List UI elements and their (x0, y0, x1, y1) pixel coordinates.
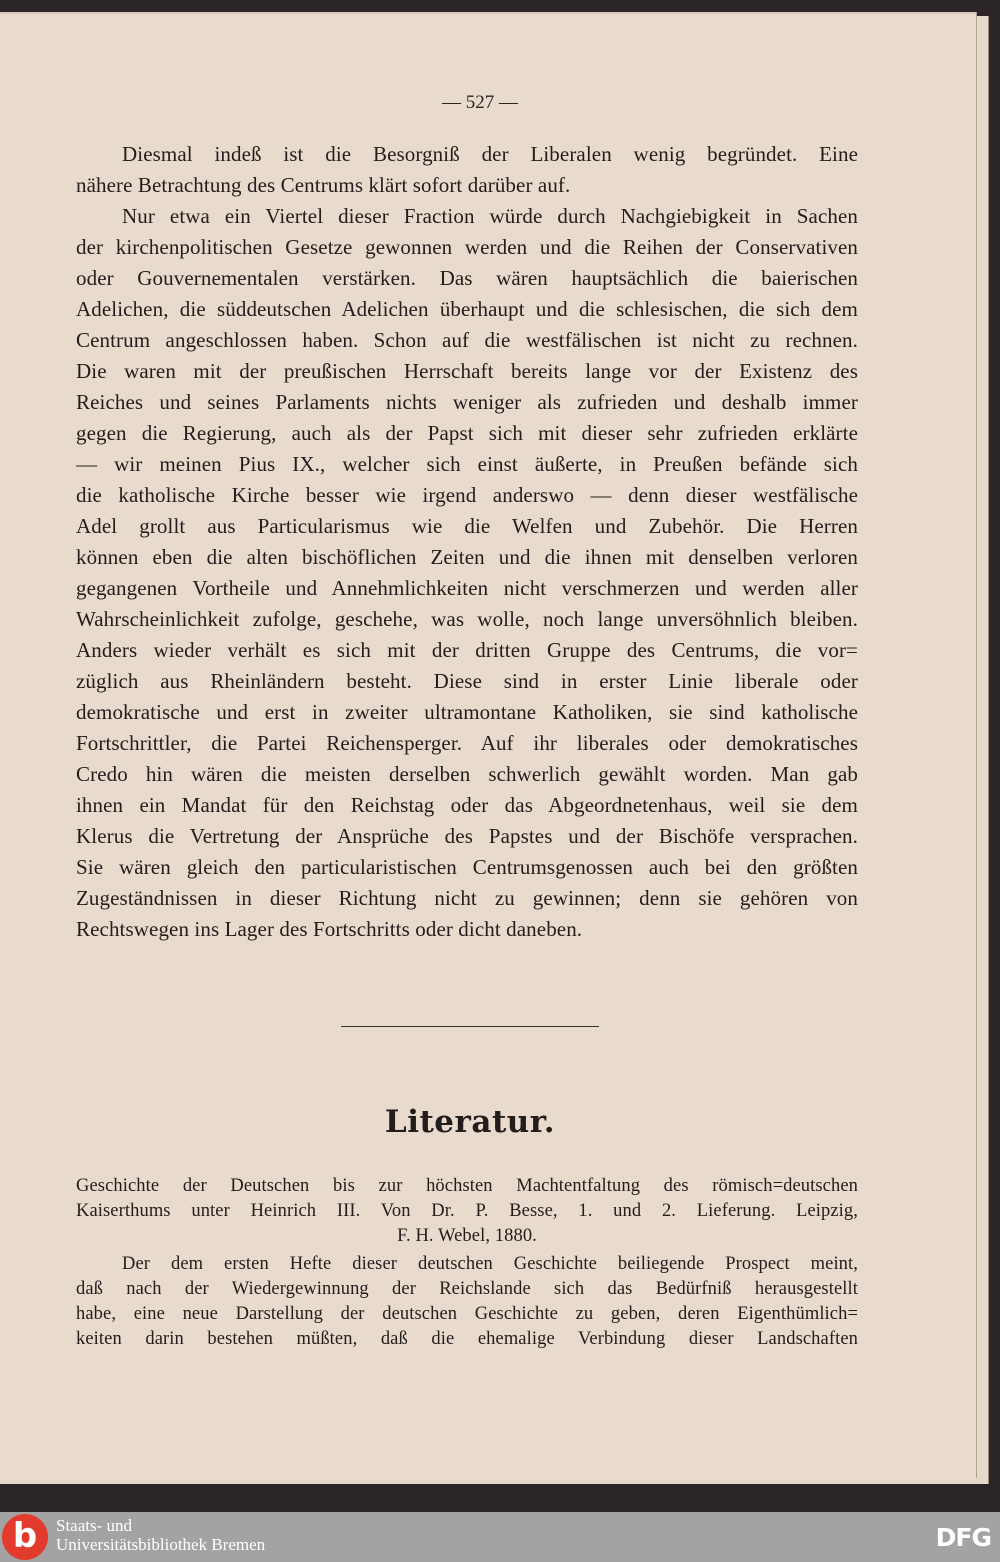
text-line: gegangenen Vortheile und Annehmlichkeiten nicht verschmerzen und werden aller (76, 576, 858, 600)
library-footer-bar (0, 1512, 1000, 1562)
text-line: Adel grollt aus Particularismus wie die Welfen und Zubehör. Die Herren (76, 514, 858, 538)
reference-line: Kaiserthums unter Heinrich III. Von Dr. P. Besse, 1. und 2. Lieferung. Leipzig, (76, 1201, 858, 1221)
library-name-line2: Universitätsbibliothek Bremen (56, 1535, 266, 1554)
text-line: Reiches und seines Parlaments nichts weniger als zufrieden und deshalb immer (76, 390, 858, 414)
text-line: Credo hin wären die meisten derselben schwerlich gewählt worden. Man gab (76, 762, 858, 786)
page-number: — 527 — (442, 92, 518, 113)
text-line: oder Gouvernementalen verstärken. Das wären hauptsächlich die baierischen (76, 266, 858, 290)
text-line: demokratische und erst in zweiter ultramontane Katholiken, sie sind katholische (76, 700, 858, 724)
text-line: Wahrscheinlichkeit zufolge, geschehe, was wolle, noch lange unversöhnlich bleiben. (76, 607, 858, 631)
reference-line: Geschichte der Deutschen bis zur höchsten Machtentfaltung des römisch=deutschen (76, 1176, 858, 1196)
section-separator-rule (341, 1026, 599, 1027)
review-line: daß nach der Wiedergewinnung der Reichslande sich das Bedürfniß herausgestellt (76, 1279, 858, 1299)
reference-line: F. H. Webel, 1880. (397, 1226, 537, 1246)
text-line: Fortschrittler, die Partei Reichensperger. Auf ihr liberales oder demokratisches (76, 731, 858, 755)
text-line: Klerus die Vertretung der Ansprüche des Papstes und der Bischöfe versprachen. (76, 824, 858, 848)
text-line: nähere Betrachtung des Centrums klärt sofort darüber auf. (76, 173, 571, 197)
text-line: Zugeständnissen in dieser Richtung nicht zu gewinnen; denn sie gehören von (76, 886, 858, 910)
text-line: gegen die Regierung, auch als der Papst sich mit dieser sehr zufrieden erklärte (76, 421, 858, 445)
dfg-logo[interactable]: DFG (935, 1523, 991, 1552)
text-line: Sie wären gleich den particularistischen Centrumsgenossen auch bei den größten (76, 855, 858, 879)
text-line: Adelichen, die süddeutschen Adelichen überhaupt und die schlesischen, die sich dem (76, 297, 858, 321)
text-line: können eben die alten bischöflichen Zeiten und die ihnen mit denselben verloren (76, 545, 858, 569)
library-logo-icon[interactable]: b (2, 1514, 48, 1560)
text-line: die katholische Kirche besser wie irgend anderswo — denn dieser westfälische (76, 483, 858, 507)
text-line: Die waren mit der preußischen Herrschaft bereits lange vor der Existenz des (76, 359, 858, 383)
text-line: Centrum angeschlossen haben. Schon auf die westfälischen ist nicht zu rechnen. (76, 328, 858, 352)
section-heading: Literatur. (384, 1104, 556, 1140)
text-line: Diesmal indeß ist die Besorgniß der Liberalen wenig begründet. Eine (122, 142, 858, 166)
text-line: Nur etwa ein Viertel dieser Fraction würde durch Nachgiebigkeit in Sachen (122, 204, 858, 228)
bibliographic-reference (76, 1174, 858, 1249)
body-text (76, 139, 858, 945)
text-line: züglich aus Rheinländern besteht. Diese sind in erster Linie liberale oder (76, 669, 858, 693)
review-line: keiten darin bestehen müßten, daß die ehemalige Verbindung dieser Landschaften (76, 1329, 858, 1349)
book-page (0, 12, 977, 1478)
text-line: ihnen ein Mandat für den Reichstag oder das Abgeordnetenhaus, weil sie dem (76, 793, 858, 817)
library-name[interactable] (56, 1516, 265, 1554)
library-name-line1: Staats- und (56, 1516, 133, 1535)
text-line: Anders wieder verhält es sich mit der dritten Gruppe des Centrums, die vor= (76, 638, 858, 662)
review-line: Der dem ersten Hefte dieser deutschen Geschichte beiliegende Prospect meint, (122, 1254, 858, 1274)
text-line: — wir meinen Pius IX., welcher sich einst äußerte, in Preußen befände sich (76, 452, 858, 476)
review-text (76, 1252, 858, 1352)
text-line: der kirchenpolitischen Gesetze gewonnen werden und die Reihen der Conservativen (76, 235, 858, 259)
review-line: habe, eine neue Darstellung der deutschen Geschichte zu geben, deren Eigenthümlich= (76, 1304, 858, 1324)
text-line: Rechtswegen ins Lager des Fortschritts oder dicht daneben. (76, 917, 583, 941)
